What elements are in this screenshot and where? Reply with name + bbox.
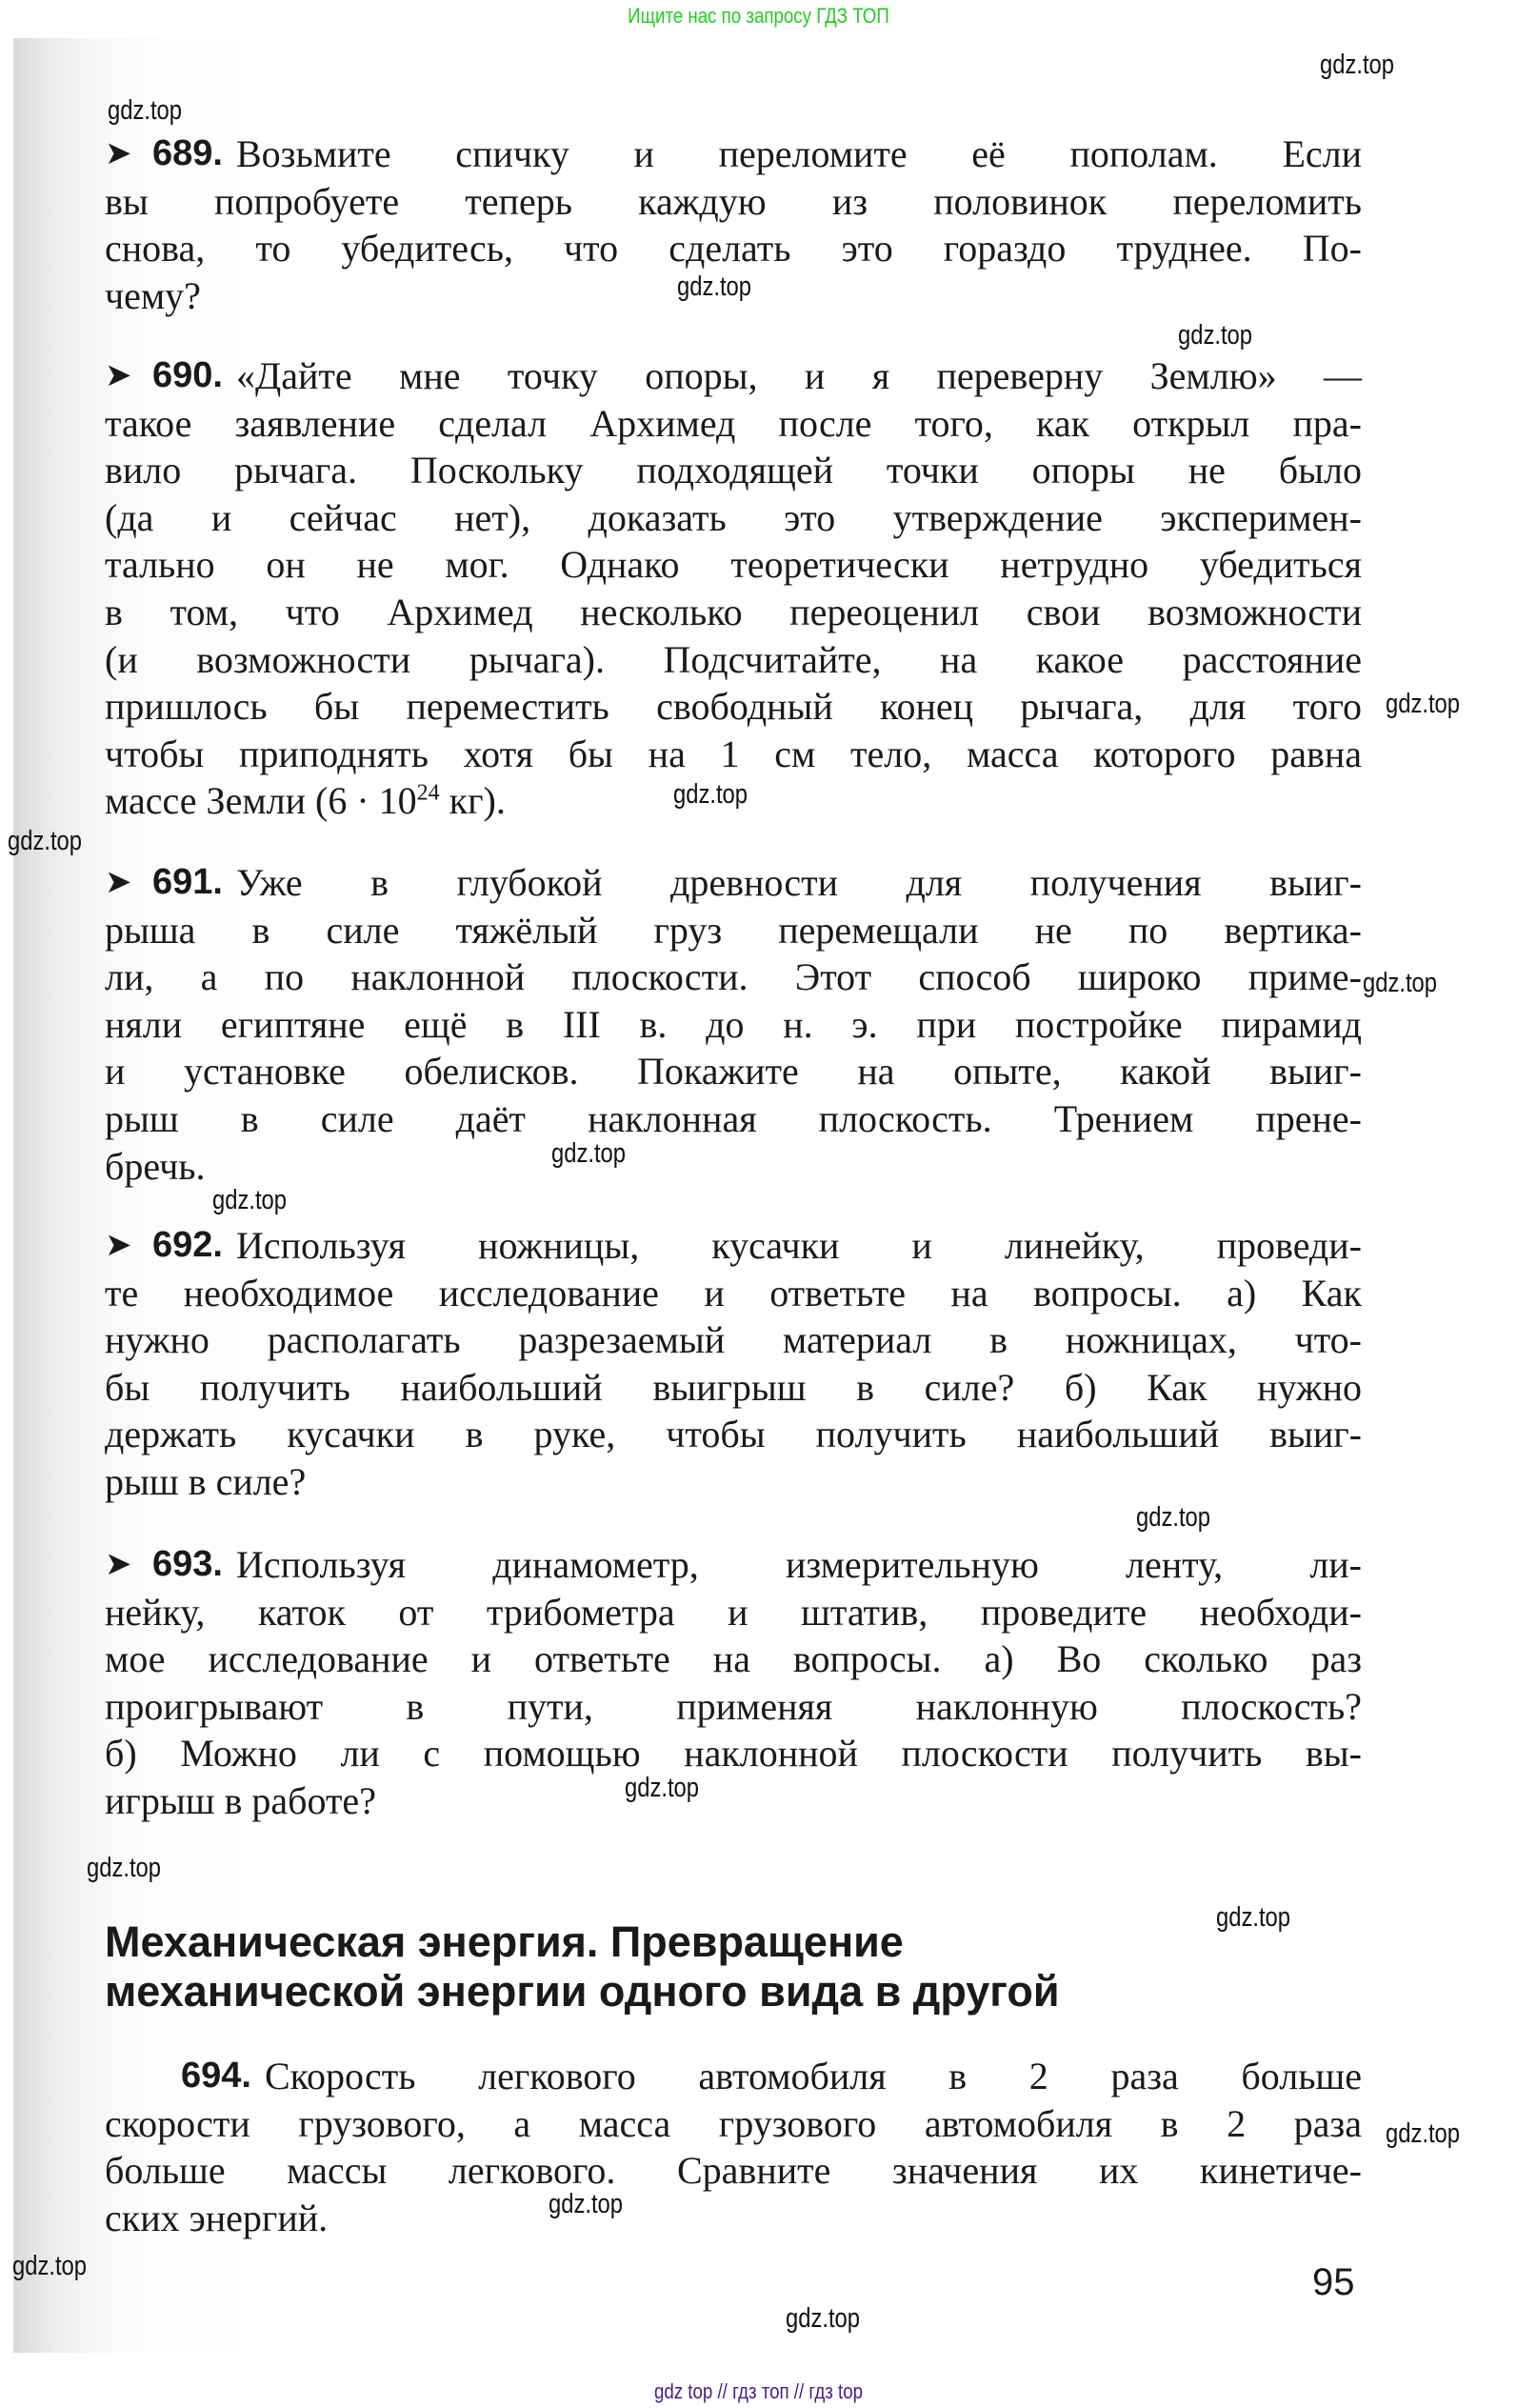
watermark-text: gdz.top (1216, 1902, 1291, 1933)
task-line: снова, то убедитесь, что сделать это гораздо труднее. По- (105, 227, 1362, 271)
text: кг). (439, 779, 506, 823)
task-line: ских энергий. (105, 2196, 329, 2239)
task-line: б) Можно ли с помощью наклонной плоскости получить вы- (105, 1732, 1362, 1776)
watermark-text: gdz.top (108, 95, 183, 126)
task-text: Возьмите спичку и переломите её пополам. Если (235, 132, 1362, 175)
watermark-text: gdz.top (1178, 320, 1253, 351)
arrow-marker-icon: ➤ (105, 134, 132, 172)
task-line: няли египтяне ещё в III в. до н. э. при постройке пирамид (105, 1002, 1362, 1046)
task-first-line (105, 1541, 1362, 1589)
task-693 (105, 1541, 1362, 1825)
task-691 (105, 859, 1362, 1190)
task-line: держать кусачки в руке, чтобы получить наибольший выиг- (105, 1413, 1362, 1456)
task-line: в том, что Архимед несколько переоценил свои возможности (105, 590, 1362, 633)
watermark-text: gdz.top (1386, 689, 1461, 719)
task-first-line (105, 352, 1362, 400)
text: массе Земли (6 · 10 (105, 779, 417, 823)
task-line: пришлось бы переместить свободный конец рычага, для того (105, 685, 1362, 729)
section-heading (105, 1917, 1060, 2017)
task-line: (да и сейчас нет), доказать это утверждение эксперимен- (105, 495, 1362, 539)
task-first-line (105, 1222, 1362, 1270)
task-line: скорости грузового, а масса грузового автомобиля в 2 раза (105, 2101, 1362, 2145)
task-first-line (105, 2053, 1362, 2100)
task-line: такое заявление сделал Архимед после того, как открыл пра- (105, 401, 1362, 445)
watermark-text: gdz.top (1136, 1502, 1211, 1533)
task-line: чему? (105, 273, 201, 317)
task-text: Используя динамометр, измерительную ленту, ли- (235, 1543, 1362, 1586)
task-text: «Дайте мне точку опоры, и я переверну Землю» — (235, 354, 1362, 397)
task-line: вы попробуете теперь каждую из половинок переломить (105, 179, 1362, 223)
arrow-marker-icon: ➤ (105, 863, 132, 901)
watermark-text: gdz.top (551, 1138, 627, 1169)
watermark-text: gdz.top (625, 1773, 700, 1803)
task-text: Уже в глубокой древности для получения выиг- (235, 861, 1362, 904)
watermark-text: gdz.top (1386, 2118, 1461, 2149)
task-line: тально он не мог. Однако теоретически нетрудно убедиться (105, 543, 1362, 587)
task-line: чтобы приподнять хотя бы на 1 см тело, масса которого равна (105, 732, 1362, 775)
task-line: (и возможности рычага). Подсчитайте, на какое расстояние (105, 637, 1362, 681)
task-line: рыш в силе даёт наклонная плоскость. Трением пренe- (105, 1096, 1362, 1140)
task-690 (105, 352, 1362, 825)
watermark-text: gdz.top (673, 779, 749, 810)
task-line: бречь. (105, 1144, 206, 1188)
page-number: 95 (1312, 2261, 1355, 2303)
watermark-text: gdz.top (8, 826, 83, 856)
exponent: 24 (416, 781, 440, 807)
task-line: нужно располагать разрезаемый материал в ножницах, что- (105, 1318, 1362, 1362)
section-heading-line: механической энергии одного вида в другой (105, 1967, 1060, 2016)
task-line: рыш в силе? (105, 1459, 307, 1503)
watermark-text: gdz.top (786, 2303, 861, 2334)
task-number: 690. (152, 355, 223, 395)
watermark-text: gdz.top (212, 1185, 288, 1215)
task-line: мое исследование и ответьте на вопросы. а) Во сколько раз (105, 1637, 1362, 1681)
watermark-text: gdz.top (677, 271, 752, 302)
task-692 (105, 1222, 1362, 1506)
task-line: игрыш в работе? (105, 1778, 376, 1822)
task-number: 693. (152, 1544, 223, 1584)
watermark-text: gdz.top (1363, 968, 1438, 998)
task-line: бы получить наибольший выигрыш в силе? б) Как нужно (105, 1365, 1362, 1409)
footer-links[interactable]: gdz top // гдз топ // гдз top (653, 2379, 864, 2403)
task-number: 691. (152, 862, 223, 902)
watermark-text: gdz.top (87, 1853, 162, 1883)
task-number: 692. (152, 1225, 223, 1265)
task-text: Скорость легкового автомобиля в 2 раза больше (264, 2055, 1362, 2097)
arrow-marker-icon: ➤ (105, 1226, 132, 1264)
watermark-text: gdz.top (1320, 50, 1395, 80)
watermark-text: gdz.top (12, 2251, 88, 2281)
arrow-marker-icon: ➤ (105, 1545, 132, 1583)
task-line: те необходимое исследование и ответьте на вопросы. а) Как (105, 1271, 1362, 1314)
arrow-marker-icon: ➤ (105, 356, 132, 394)
task-number: 689. (152, 133, 223, 173)
search-banner[interactable]: Ищите нас по запросу ГДЗ ТОП (628, 4, 889, 28)
task-line: вило рычага. Поскольку подходящей точки опоры не было (105, 449, 1362, 492)
task-first-line (105, 130, 1362, 178)
task-line: нейку, каток от трибометра и штатив, проведите необходи- (105, 1590, 1362, 1634)
task-line: ли, а по наклонной плоскости. Этот способ широко приме- (105, 955, 1362, 999)
task-number: 694. (181, 2056, 251, 2096)
task-694 (105, 2053, 1362, 2241)
task-line: рыша в силе тяжёлый груз перемещали не по вертика- (105, 908, 1362, 952)
task-first-line (105, 859, 1362, 907)
task-line: и установке обелисков. Покажите на опыте, какой выиг- (105, 1050, 1362, 1094)
section-heading-line: Механическая энергия. Превращение (105, 1917, 904, 1966)
task-text: Используя ножницы, кусачки и линейку, проведи- (235, 1224, 1362, 1267)
task-line: больше массы легкового. Сравните значения их кинетиче- (105, 2149, 1362, 2193)
watermark-text: gdz.top (549, 2189, 624, 2219)
task-line: проигрывают в пути, применяя наклонную плоскость? (105, 1684, 1362, 1728)
